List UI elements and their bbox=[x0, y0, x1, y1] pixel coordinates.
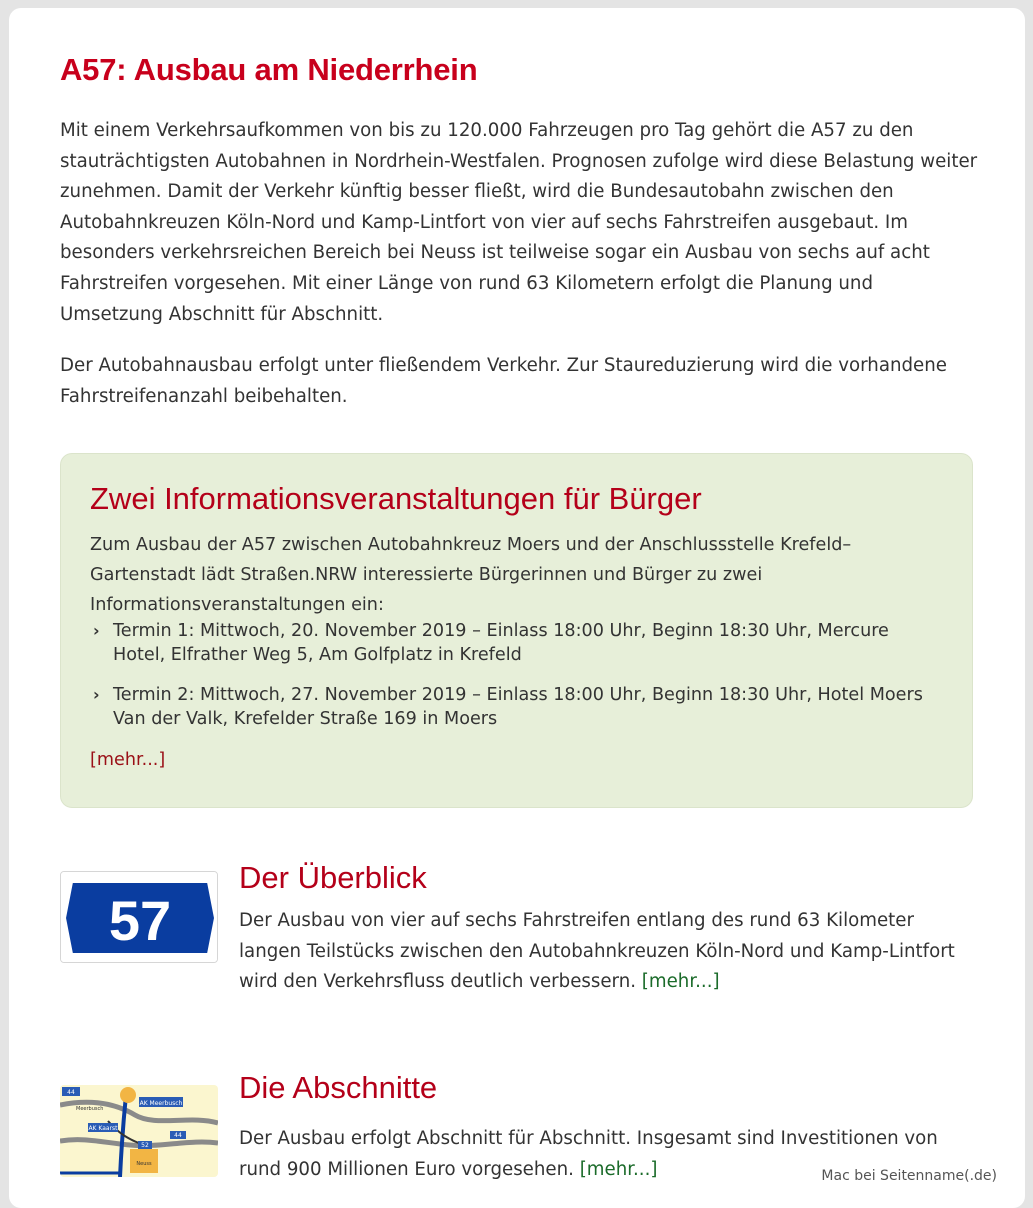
sign-number: 57 bbox=[108, 889, 172, 952]
overview-text-body: Der Ausbau von vier auf sechs Fahrstreifen entlang des rund 63 Kilometer langen Teilstücks zwischen den Autobahnkreuzen Köln-Nord und Kamp-Lintfort wird den Verkehrsfluss deutlich verbessern. bbox=[239, 910, 955, 993]
intro-paragraph: Mit einem Verkehrsaufkommen von bis zu 120.000 Fahrzeugen pro Tag gehört die A57 zu den stauträchtigsten Autobahnen in Nordrhein-Westfalen. Prognosen zufolge wird diese Belastung weiter zunehmen. Damit der Verkehr künftig besser fließt, wird die Bundesautobahn zwischen den Autobahnkreuzen Köln-Nord und Kamp-Lintfort von vier auf sechs Fahrstreifen ausgebaut. Im besonders verkehrsreichen Bereich bei Neuss ist teilweise sogar ein Ausbau von sechs auf acht Fahrstreifen vorgesehen. Mit einer Länge von rund 63 Kilometern erfolgt die Planung und Umsetzung Abschnitt für Abschnitt. bbox=[60, 120, 978, 325]
event-item bbox=[90, 619, 940, 667]
chevron-right-icon: › bbox=[93, 621, 100, 640]
autobahn-sign-icon bbox=[61, 872, 218, 963]
map-route-label: 52 bbox=[141, 1142, 149, 1149]
event-list bbox=[90, 619, 940, 747]
info-box-more-link[interactable]: [mehr...] bbox=[90, 750, 166, 770]
overview-text bbox=[239, 906, 969, 998]
map-icon bbox=[60, 1085, 218, 1177]
sections-text-body: Der Ausbau erfolgt Abschnitt für Abschnitt. Insgesamt sind Investitionen von rund 900 Millionen Euro vorgesehen. bbox=[239, 1128, 938, 1180]
event-item bbox=[90, 683, 940, 731]
info-box-text: Zum Ausbau der A57 zwischen Autobahnkreuz Moers und der Anschlussstelle Krefeld–Gartenstadt lädt Straßen.NRW interessierte Bürgerinnen und Bürger zu zwei Informationsveranstaltungen ein: bbox=[90, 535, 852, 616]
intro-paragraph-traffic: Der Autobahnausbau erfolgt unter fließendem Verkehr. Zur Staureduzierung wird die vorhandene Fahrstreifenanzahl beibehalten. bbox=[60, 355, 947, 407]
overview-heading[interactable]: Der Überblick bbox=[239, 860, 427, 895]
info-events-box bbox=[60, 453, 973, 808]
map-label: AK Kaarst bbox=[88, 1125, 118, 1132]
event-text: Termin 1: Mittwoch, 20. November 2019 – Einlass 18:00 Uhr, Beginn 18:30 Uhr, Mercure Hotel, Elfrather Weg 5, Am Golfplatz in Krefeld bbox=[113, 621, 889, 665]
map-label: AK Meerbusch bbox=[139, 1100, 183, 1107]
page-title: A57: Ausbau am Niederrhein bbox=[60, 52, 478, 87]
sections-heading[interactable]: Die Abschnitte bbox=[239, 1070, 438, 1105]
a57-sign-image[interactable] bbox=[60, 871, 218, 963]
content-card bbox=[9, 8, 1025, 1208]
sections-more-link[interactable]: [mehr...] bbox=[579, 1158, 658, 1180]
chevron-right-icon: › bbox=[93, 685, 100, 704]
map-route-label: 44 bbox=[174, 1132, 182, 1139]
map-label: Neuss bbox=[136, 1161, 152, 1167]
watermark: Mac bei Seitenname(.de) bbox=[821, 1168, 997, 1184]
sections-map-image[interactable] bbox=[60, 1085, 218, 1177]
map-label: Meerbusch bbox=[76, 1106, 104, 1112]
event-text: Termin 2: Mittwoch, 27. November 2019 – Einlass 18:00 Uhr, Beginn 18:30 Uhr, Hotel Moers Van der Valk, Krefelder Straße 169 in Moers bbox=[113, 685, 923, 729]
overview-more-link[interactable]: [mehr...] bbox=[641, 971, 720, 993]
info-box-heading: Zwei Informationsveranstaltungen für Bürger bbox=[90, 481, 702, 516]
map-route-label: 44 bbox=[67, 1089, 75, 1096]
